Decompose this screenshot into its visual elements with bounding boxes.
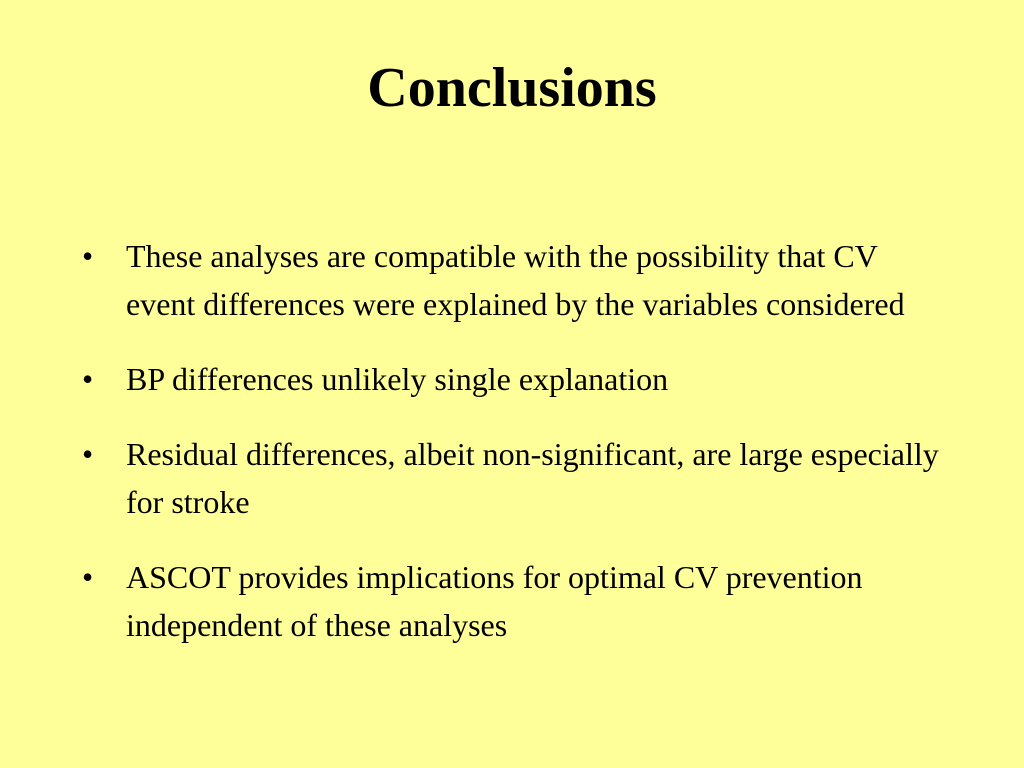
bullet-item xyxy=(82,553,952,649)
bullet-item xyxy=(82,355,952,403)
bullet-item xyxy=(82,232,952,328)
bullet-text: BP differences unlikely single explanation xyxy=(126,361,669,397)
slide-title: Conclusions xyxy=(367,57,657,119)
bullet-text: Residual differences, albeit non-significant, are large especially for stroke xyxy=(126,436,939,520)
bullet-marker: • xyxy=(82,361,94,397)
bullet-item xyxy=(82,430,952,526)
bullet-text: These analyses are compatible with the possibility that CV event differences were explained by the variables considered xyxy=(126,238,905,322)
bullet-marker: • xyxy=(82,559,94,595)
bullet-marker: • xyxy=(82,436,94,472)
bullet-marker: • xyxy=(82,238,94,274)
bullet-text: ASCOT provides implications for optimal CV prevention independent of these analyses xyxy=(126,559,863,643)
bullet-list xyxy=(82,232,952,676)
